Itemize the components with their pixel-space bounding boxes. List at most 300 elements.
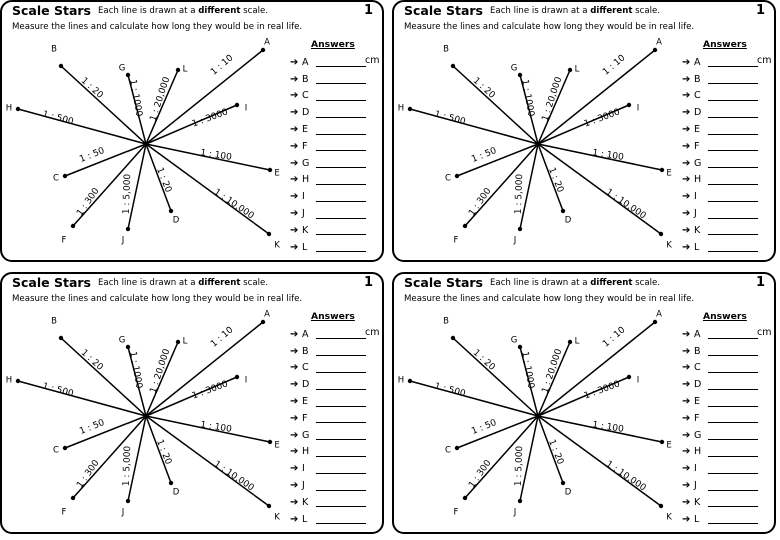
instruction-line-2: Measure the lines and calculate how long they would be in real life. <box>404 22 695 32</box>
answer-blank-a[interactable] <box>316 57 366 67</box>
answer-letter: J <box>302 480 305 492</box>
scale-label-i: 1 : 3000 <box>582 379 622 402</box>
answer-row-e <box>682 393 758 410</box>
answer-blank-a[interactable] <box>708 57 758 67</box>
line-endpoint-i <box>627 375 631 379</box>
answer-blank-g[interactable] <box>708 430 758 440</box>
arrow-right-icon: ➔ <box>290 90 299 102</box>
line-label-b: B <box>443 44 449 55</box>
answer-letter: K <box>694 224 701 236</box>
answer-blank-e[interactable] <box>708 125 758 135</box>
worksheet-title: Scale Stars <box>404 3 483 18</box>
line-label-k: K <box>666 240 672 251</box>
line-label-i: I <box>244 103 248 114</box>
line-endpoint-a <box>261 48 265 52</box>
scale-label-d: 1 : 20 <box>546 166 566 195</box>
line-endpoint-l <box>568 340 572 344</box>
line-endpoint-b <box>451 336 455 340</box>
arrow-right-icon: ➔ <box>682 362 691 374</box>
arrow-right-icon: ➔ <box>290 107 299 119</box>
worksheet-title: Scale Stars <box>12 3 91 18</box>
answer-row-f <box>290 138 366 155</box>
line-endpoint-e <box>660 440 664 444</box>
arrow-right-icon: ➔ <box>290 463 299 475</box>
star-line-c <box>457 144 538 176</box>
answer-letter: F <box>694 412 700 424</box>
answer-letter: D <box>302 107 310 119</box>
answer-row-k <box>682 222 758 239</box>
worksheet-card-1 <box>0 0 384 262</box>
answer-letter: J <box>302 208 305 220</box>
scale-label-j: 1 : 5,000 <box>121 173 134 215</box>
answer-letter: C <box>302 362 309 374</box>
line-label-g: G <box>118 335 126 346</box>
answer-letter: A <box>302 328 309 340</box>
answer-blank-h[interactable] <box>316 175 366 185</box>
scale-label-a: 1 : 10 <box>601 53 628 78</box>
scale-label-f: 1 : 300 <box>467 458 494 491</box>
answer-row-b <box>682 343 758 360</box>
answer-letter: A <box>694 56 701 68</box>
answer-letter: B <box>302 345 309 357</box>
arrow-right-icon: ➔ <box>290 224 299 236</box>
answer-row-d <box>290 376 366 393</box>
line-endpoint-b <box>59 336 63 340</box>
scale-label-k: 1 : 10,000 <box>603 187 648 222</box>
line-endpoint-j <box>518 499 522 503</box>
line-endpoint-e <box>660 168 664 172</box>
answer-letter: G <box>302 157 310 169</box>
line-endpoint-c <box>455 446 459 450</box>
answer-letter: G <box>302 429 310 441</box>
answer-blank-b[interactable] <box>708 346 758 356</box>
answer-letter: E <box>694 124 701 136</box>
answer-blank-b[interactable] <box>316 346 366 356</box>
answer-blank-h[interactable] <box>316 447 366 457</box>
scale-label-i: 1 : 3000 <box>190 107 230 130</box>
answer-letter: L <box>694 241 700 253</box>
line-label-j: J <box>121 507 125 518</box>
arrow-right-icon: ➔ <box>682 328 691 340</box>
scale-label-f: 1 : 300 <box>75 458 102 491</box>
answer-blank-j[interactable] <box>316 481 366 491</box>
scale-label-j: 1 : 5,000 <box>513 173 526 215</box>
line-label-c: C <box>53 173 59 184</box>
star-line-c <box>65 144 146 176</box>
line-endpoint-j <box>126 227 130 231</box>
answer-row-b <box>290 71 366 88</box>
answer-letter: H <box>302 446 310 458</box>
answer-letter: F <box>694 140 700 152</box>
line-endpoint-g <box>518 345 522 349</box>
arrow-right-icon: ➔ <box>682 429 691 441</box>
line-endpoint-h <box>16 379 20 383</box>
answer-blank-j[interactable] <box>708 209 758 219</box>
answer-blank-l[interactable] <box>708 514 758 524</box>
answer-row-l <box>682 511 758 528</box>
line-endpoint-c <box>63 446 67 450</box>
instruction-line-2: Measure the lines and calculate how long they would be in real life. <box>12 294 303 304</box>
answer-row-c <box>290 88 366 105</box>
answer-blank-g[interactable] <box>316 158 366 168</box>
sheet-number: 1 <box>755 275 765 290</box>
line-label-k: K <box>666 512 672 523</box>
answer-letter: H <box>694 174 702 186</box>
answer-letter: J <box>694 480 697 492</box>
line-label-f: F <box>453 507 459 518</box>
instruction-line-2: Measure the lines and calculate how long they would be in real life. <box>12 22 303 32</box>
line-endpoint-f <box>463 496 467 500</box>
line-endpoint-d <box>561 481 565 485</box>
arrow-right-icon: ➔ <box>682 446 691 458</box>
answer-row-k <box>682 494 758 511</box>
answer-letter: G <box>694 429 702 441</box>
answer-letter: L <box>694 513 700 525</box>
line-label-e: E <box>274 168 280 179</box>
scale-label-d: 1 : 20 <box>154 166 174 195</box>
answer-blank-l[interactable] <box>316 514 366 524</box>
scale-label-b: 1 : 20 <box>78 347 105 373</box>
instruction-line-1: Each line is drawn at a different scale. <box>490 278 661 288</box>
line-endpoint-g <box>126 345 130 349</box>
answer-letter: C <box>694 90 701 102</box>
line-label-c: C <box>53 445 59 456</box>
line-endpoint-k <box>659 504 663 508</box>
line-endpoint-j <box>518 227 522 231</box>
scale-label-l: 1 : 20,000 <box>540 347 565 395</box>
line-endpoint-f <box>71 224 75 228</box>
scale-label-a: 1 : 10 <box>209 325 236 350</box>
answer-blank-d[interactable] <box>316 108 366 118</box>
line-label-a: A <box>656 37 662 48</box>
answers-heading: Answers <box>311 311 355 322</box>
line-label-g: G <box>510 335 518 346</box>
line-label-h: H <box>5 103 13 114</box>
line-label-c: C <box>445 445 451 456</box>
line-label-l: L <box>574 336 580 347</box>
answer-letter: H <box>694 446 702 458</box>
instruction-line-1: Each line is drawn at a different scale. <box>98 6 269 16</box>
arrow-right-icon: ➔ <box>682 157 691 169</box>
arrow-right-icon: ➔ <box>290 480 299 492</box>
answer-blank-b[interactable] <box>316 74 366 84</box>
line-endpoint-i <box>235 103 239 107</box>
worksheet-title: Scale Stars <box>404 275 483 290</box>
answer-letter: I <box>302 191 305 203</box>
scale-label-i: 1 : 3000 <box>582 107 622 130</box>
scale-label-l: 1 : 20,000 <box>540 75 565 123</box>
answer-row-b <box>290 343 366 360</box>
arrow-right-icon: ➔ <box>682 345 691 357</box>
answer-letter: C <box>302 90 309 102</box>
answer-blank-e[interactable] <box>316 125 366 135</box>
answer-row-l <box>682 239 758 256</box>
line-label-h: H <box>397 103 405 114</box>
line-label-d: D <box>172 215 180 226</box>
line-label-k: K <box>274 240 280 251</box>
arrow-right-icon: ➔ <box>290 73 299 85</box>
line-endpoint-l <box>568 68 572 72</box>
arrow-right-icon: ➔ <box>290 241 299 253</box>
arrow-right-icon: ➔ <box>682 107 691 119</box>
answer-blank-d[interactable] <box>708 108 758 118</box>
line-label-j: J <box>513 235 517 246</box>
answer-row-f <box>682 138 758 155</box>
answer-row-h <box>682 444 758 461</box>
line-endpoint-h <box>408 379 412 383</box>
answer-letter: B <box>694 345 701 357</box>
answer-blank-k[interactable] <box>708 497 758 507</box>
unit-label: cm <box>757 327 772 338</box>
answer-row-k <box>290 222 366 239</box>
answer-blank-d[interactable] <box>708 380 758 390</box>
answer-row-d <box>290 104 366 121</box>
line-endpoint-k <box>267 504 271 508</box>
answer-letter: B <box>302 73 309 85</box>
instruction-line-2: Measure the lines and calculate how long they would be in real life. <box>404 294 695 304</box>
sheet-number: 1 <box>363 275 373 290</box>
arrow-right-icon: ➔ <box>290 140 299 152</box>
answer-row-i <box>682 460 758 477</box>
line-label-a: A <box>264 37 270 48</box>
scale-label-c: 1 : 50 <box>78 417 107 437</box>
scale-label-l: 1 : 20,000 <box>148 75 173 123</box>
answer-letter: F <box>302 140 308 152</box>
scale-label-c: 1 : 50 <box>78 145 107 165</box>
scale-label-b: 1 : 20 <box>470 75 497 101</box>
answer-row-c <box>682 360 758 377</box>
arrow-right-icon: ➔ <box>290 345 299 357</box>
answer-row-i <box>682 188 758 205</box>
answer-letter: K <box>302 496 309 508</box>
scale-label-h: 1 : 500 <box>433 109 467 128</box>
arrow-right-icon: ➔ <box>290 328 299 340</box>
arrow-right-icon: ➔ <box>290 124 299 136</box>
answer-row-l <box>290 511 366 528</box>
answer-row-g <box>682 427 758 444</box>
unit-label: cm <box>757 55 772 66</box>
answer-blank-e[interactable] <box>316 397 366 407</box>
worksheet-card-2 <box>392 0 776 262</box>
answer-blank-f[interactable] <box>316 141 366 151</box>
line-endpoint-e <box>268 168 272 172</box>
answer-row-h <box>682 172 758 189</box>
line-endpoint-l <box>176 340 180 344</box>
answer-blank-b[interactable] <box>708 74 758 84</box>
arrow-right-icon: ➔ <box>290 429 299 441</box>
answer-blank-a[interactable] <box>316 329 366 339</box>
arrow-right-icon: ➔ <box>290 191 299 203</box>
answer-blank-a[interactable] <box>708 329 758 339</box>
answers-heading: Answers <box>703 39 747 50</box>
answer-letter: F <box>302 412 308 424</box>
answer-letter: I <box>694 191 697 203</box>
answer-blank-f[interactable] <box>708 413 758 423</box>
arrow-right-icon: ➔ <box>682 208 691 220</box>
answer-row-j <box>290 477 366 494</box>
scale-label-e: 1 : 100 <box>591 148 625 163</box>
answer-letter: I <box>302 463 305 475</box>
answers-list <box>290 326 380 528</box>
arrow-right-icon: ➔ <box>682 379 691 391</box>
line-label-l: L <box>182 64 188 75</box>
line-label-j: J <box>121 235 125 246</box>
answer-row-j <box>682 477 758 494</box>
answer-blank-f[interactable] <box>708 141 758 151</box>
arrow-right-icon: ➔ <box>290 56 299 68</box>
line-label-c: C <box>445 173 451 184</box>
answer-blank-k[interactable] <box>708 225 758 235</box>
answer-blank-g[interactable] <box>708 158 758 168</box>
line-label-f: F <box>453 235 459 246</box>
scale-label-k: 1 : 10,000 <box>603 459 648 494</box>
answers-heading: Answers <box>311 39 355 50</box>
answer-letter: K <box>694 496 701 508</box>
answer-blank-h[interactable] <box>708 447 758 457</box>
arrow-right-icon: ➔ <box>682 174 691 186</box>
arrow-right-icon: ➔ <box>290 174 299 186</box>
instruction-line-1: Each line is drawn at a different scale. <box>98 278 269 288</box>
arrow-right-icon: ➔ <box>682 463 691 475</box>
line-label-d: D <box>172 487 180 498</box>
answer-row-c <box>290 360 366 377</box>
line-endpoint-f <box>463 224 467 228</box>
answer-row-e <box>290 393 366 410</box>
line-endpoint-a <box>653 48 657 52</box>
line-endpoint-k <box>267 232 271 236</box>
answer-blank-g[interactable] <box>316 430 366 440</box>
answers-list <box>682 54 772 256</box>
answer-row-h <box>290 444 366 461</box>
answer-blank-l[interactable] <box>708 242 758 252</box>
answer-row-a <box>290 54 380 71</box>
line-endpoint-i <box>627 103 631 107</box>
scale-label-b: 1 : 20 <box>78 75 105 101</box>
answers-heading: Answers <box>703 311 747 322</box>
answer-row-i <box>290 460 366 477</box>
scale-label-f: 1 : 300 <box>467 186 494 219</box>
answer-row-f <box>290 410 366 427</box>
line-endpoint-b <box>59 64 63 68</box>
line-endpoint-a <box>261 320 265 324</box>
answer-letter: E <box>302 124 309 136</box>
answer-row-b <box>682 71 758 88</box>
sheet-number: 1 <box>755 3 765 18</box>
line-label-g: G <box>510 63 518 74</box>
answer-blank-i[interactable] <box>316 464 366 474</box>
arrow-right-icon: ➔ <box>290 412 299 424</box>
arrow-right-icon: ➔ <box>682 513 691 525</box>
answer-row-k <box>290 494 366 511</box>
scale-label-g: 1 : 1000 <box>127 350 144 390</box>
answer-letter: D <box>302 379 310 391</box>
answer-row-f <box>682 410 758 427</box>
arrow-right-icon: ➔ <box>682 396 691 408</box>
scale-label-a: 1 : 10 <box>601 325 628 350</box>
answer-letter: G <box>694 157 702 169</box>
answer-row-j <box>682 205 758 222</box>
arrow-right-icon: ➔ <box>682 191 691 203</box>
arrow-right-icon: ➔ <box>682 412 691 424</box>
answer-blank-f[interactable] <box>316 413 366 423</box>
answer-row-c <box>682 88 758 105</box>
star-line-c <box>457 416 538 448</box>
scale-label-k: 1 : 10,000 <box>211 187 256 222</box>
answer-blank-j[interactable] <box>708 481 758 491</box>
arrow-right-icon: ➔ <box>290 379 299 391</box>
line-endpoint-e <box>268 440 272 444</box>
line-endpoint-c <box>63 174 67 178</box>
answer-blank-c[interactable] <box>708 91 758 101</box>
answer-row-d <box>682 376 758 393</box>
answer-blank-l[interactable] <box>316 242 366 252</box>
answer-blank-c[interactable] <box>316 91 366 101</box>
scale-label-g: 1 : 1000 <box>519 78 536 118</box>
answer-blank-c[interactable] <box>316 363 366 373</box>
answer-blank-k[interactable] <box>316 497 366 507</box>
answer-row-a <box>682 54 772 71</box>
line-label-d: D <box>564 215 572 226</box>
scale-label-b: 1 : 20 <box>470 347 497 373</box>
line-label-i: I <box>636 375 640 386</box>
arrow-right-icon: ➔ <box>290 513 299 525</box>
line-endpoint-d <box>169 481 173 485</box>
star-line-c <box>65 416 146 448</box>
scale-label-d: 1 : 20 <box>154 438 174 467</box>
line-endpoint-l <box>176 68 180 72</box>
answer-blank-i[interactable] <box>708 464 758 474</box>
arrow-right-icon: ➔ <box>682 241 691 253</box>
line-endpoint-k <box>659 232 663 236</box>
answer-row-j <box>290 205 366 222</box>
line-label-h: H <box>5 375 13 386</box>
scale-label-i: 1 : 3000 <box>190 379 230 402</box>
worksheet-card-3 <box>0 272 384 534</box>
arrow-right-icon: ➔ <box>290 362 299 374</box>
answer-letter: C <box>694 362 701 374</box>
answer-letter: L <box>302 513 308 525</box>
line-endpoint-h <box>408 107 412 111</box>
answer-blank-k[interactable] <box>316 225 366 235</box>
answers-list <box>290 54 380 256</box>
arrow-right-icon: ➔ <box>290 208 299 220</box>
scale-label-j: 1 : 5,000 <box>121 445 134 487</box>
line-endpoint-g <box>518 73 522 77</box>
scale-label-h: 1 : 500 <box>433 381 467 400</box>
answer-row-g <box>290 155 366 172</box>
line-label-e: E <box>666 440 672 451</box>
scale-label-l: 1 : 20,000 <box>148 347 173 395</box>
arrow-right-icon: ➔ <box>682 124 691 136</box>
answer-letter: L <box>302 241 308 253</box>
answer-blank-j[interactable] <box>316 209 366 219</box>
answer-letter: A <box>694 328 701 340</box>
scale-label-c: 1 : 50 <box>470 145 499 165</box>
scale-label-e: 1 : 100 <box>591 420 625 435</box>
answer-blank-h[interactable] <box>708 175 758 185</box>
answer-blank-c[interactable] <box>708 363 758 373</box>
answer-blank-e[interactable] <box>708 397 758 407</box>
line-label-a: A <box>656 309 662 320</box>
answer-row-g <box>682 155 758 172</box>
answer-blank-i[interactable] <box>316 192 366 202</box>
answer-letter: D <box>694 107 702 119</box>
scale-label-g: 1 : 1000 <box>519 350 536 390</box>
answer-row-e <box>682 121 758 138</box>
answer-blank-d[interactable] <box>316 380 366 390</box>
arrow-right-icon: ➔ <box>682 140 691 152</box>
answer-blank-i[interactable] <box>708 192 758 202</box>
